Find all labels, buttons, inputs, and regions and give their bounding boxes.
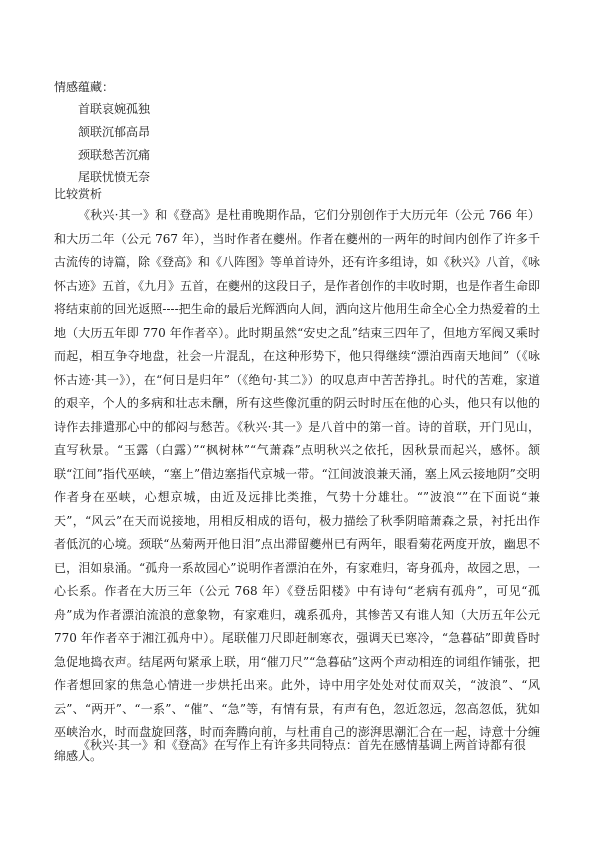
emotion-item-last-couplet: 尾联忧愤无奈 bbox=[78, 170, 151, 184]
emotion-item-second-couplet: 颔联沉郁高昂 bbox=[78, 125, 151, 139]
emotion-heading: 情感蕴藏： bbox=[54, 80, 115, 94]
emotion-item-first-couplet: 首联哀婉孤独 bbox=[78, 102, 151, 116]
comparison-heading: 比较赏析 bbox=[54, 187, 103, 201]
emotion-item-third-couplet: 颈联愁苦沉痛 bbox=[78, 148, 151, 162]
comparison-paragraph-1: 《秋兴·其一》和《登高》是杜甫晚期作品，它们分别创作于大历元年（公元 766 年）和大历二年（公元 767 年），当时作者在夔州。作者在夔州的一两年的时间内创作了许多千古流传的诗篇，除《登高》和《八阵图》等单首诗外，还有许多组诗，如《秋兴》八首，《咏怀古迹》五首，《九月》五首，在夔州的这段日子，是作者创作的丰收时期，也是作者生命即将结束前的回光返照----把生命的最后光辉洒向人间，洒向这片他用生命全心全力热爱着的土地（大历五年即 770 年作者卒）。此时期虽然“安史之乱”结束三四年了，但地方军阀又乘时而起，相互争夺地盘，社会一片混乱，在这种形势下，他只得继续“漂泊西南天地间”（《咏怀古迹·其一》），在“何日是归年”（《绝句·其二》）的叹息声中苦苦挣扎。时代的苦难，家道的艰辛，个人的多病和壮志未酬，所有这些像沉重的阴云时时压在他的心头，他只有以他的诗作去排遣那心中的郁闷与愁苦。《秋兴·其一》是八首中的第一首。诗的首联，开门见山，直写秋景。“玉露（白露）”“枫树林”“气萧森”点明秋兴之依托，因秋景而起兴，感怀。颔联“江间”指代巫峡，“塞上”借边塞指代京城一带。“江间波浪兼天涌，塞上风云接地阴”交明作者身在巫峡，心想京城，由近及远排比类推，气势十分雄壮。“”波浪“”在下面说“兼天”，“风云”在天而说接地，用相反相成的语句，极力描绘了秋季阴暗萧森之景，衬托出作者低沉的心境。颈联“丛菊两开他日泪”点出滞留夔州已有两年，眼看菊花两度开放，幽思不已，泪如泉涌。“孤舟一系故园心”说明作者漂泊在外，有家难归，寄身孤舟，故园之思，一心长系。作者在大历三年（公元 768 年）《登岳阳楼》中有诗句“老病有孤舟”，可见“孤舟”成为作者漂泊流浪的意象物，有家难归，魂系孤舟，其惨苦又有谁人知（大历五年公元 770 年作者卒于湘江孤舟中）。尾联催刀尺即赶制寒衣，强调天已寒冷，“急暮砧”即黄昏时急促地捣衣声。结尾两句紧承上联，用“催刀尺”“急暮砧”这两个声动相连的词组作铺张，把作者想回家的焦急心情进一步烘托出来。此外，诗中用字处处对仗而双关，“波浪”、“风云”、“两开”、“一系”、“催”、“急”等，有情有景，有声有色，忽近忽远，忽高忽低，犹如巫峡治水，时而盘旋回落，时而奔腾向前，与杜甫自己的澎湃思潮汇合在一起，诗意十分缠绵感人。 bbox=[54, 208, 541, 763]
comparison-paragraph-2: 《秋兴·其一》和《登高》在写作上有许多共同特点：首先在感情基调上两首诗都有很 bbox=[78, 738, 526, 752]
